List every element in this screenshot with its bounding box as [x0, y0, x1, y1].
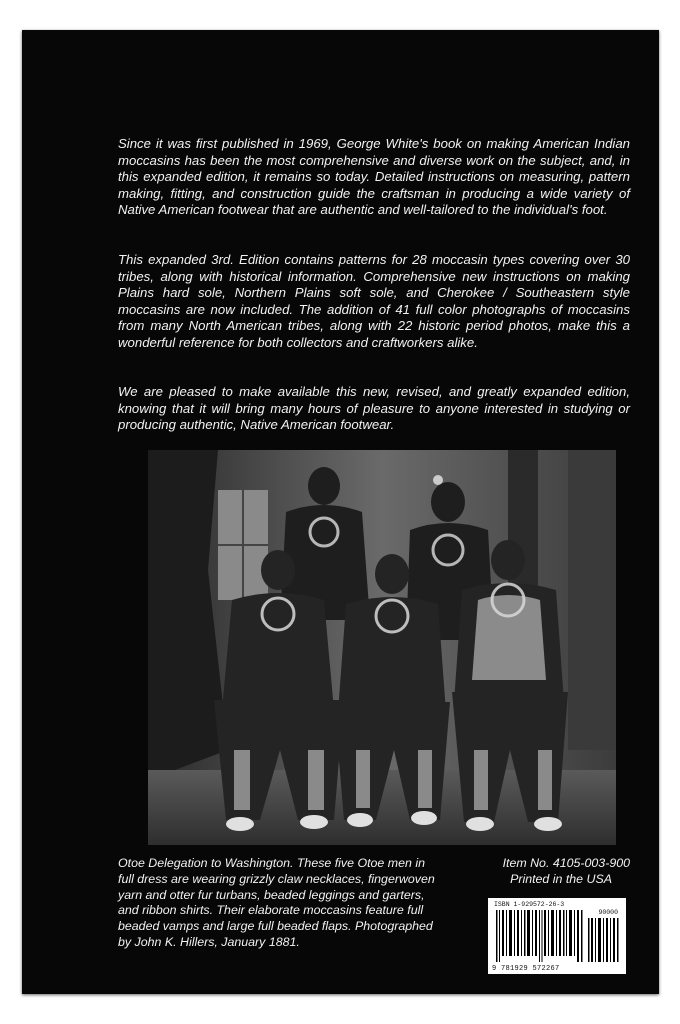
printed-in-label: Printed in the USA — [510, 872, 612, 886]
isbn-barcode — [488, 898, 626, 974]
barcode-digits: 9 781929 572267 — [492, 965, 560, 973]
item-number: Item No. 4105-003-900 — [502, 856, 630, 870]
book-back-cover — [22, 30, 659, 994]
photo-illustration — [148, 450, 616, 845]
description-paragraph-3: We are pleased to make available this new, revised, and greatly expanded edition, knowing that it will bring many hours of pleasure to anyone interested in studying or producing authentic, Native American footwear. — [118, 384, 630, 433]
description-paragraph-2: This expanded 3rd. Edition contains patterns for 28 moccasin types covering over 30 tribes, along with historical information. Comprehensive new instructions on making Plains hard sole, Northern Plains soft sole, and Cherokee / Southeastern style moccasins are now included. The addition of 41 full color photographs of moccasins from many North American tribes, along with 22 historic period photos, make this a wonderful reference for both collectors and craftworkers alike. — [118, 252, 630, 350]
photo-caption: Otoe Delegation to Washington. These five Otoe men in full dress are wearing grizzly claw necklaces, fingerwoven yarn and otter fur turbans, beaded leggings and garters, and ribbon shirts. Their elaborate moccasins feature full beaded vamps and large full beaded flaps. Photographed by John K. Hillers, January 1881. — [118, 856, 435, 949]
barcode-bars-icon — [496, 910, 584, 962]
barcode-addon-icon — [588, 918, 620, 962]
price-code: 90000 — [598, 909, 618, 916]
description-paragraph-1: Since it was first published in 1969, George White's book on making American Indian moccasins has been the most comprehensive and diverse work on the subject, and, in this expanded edition, it remains so today. Detailed instructions on measuring, pattern making, fitting, and construction guide the craftsman in producing a wide variety of Native American footwear that are authentic and well-tailored to the individual's foot. — [118, 136, 630, 218]
historic-group-photo — [148, 450, 616, 845]
isbn-label: ISBN 1-929572-26-3 — [494, 901, 565, 908]
